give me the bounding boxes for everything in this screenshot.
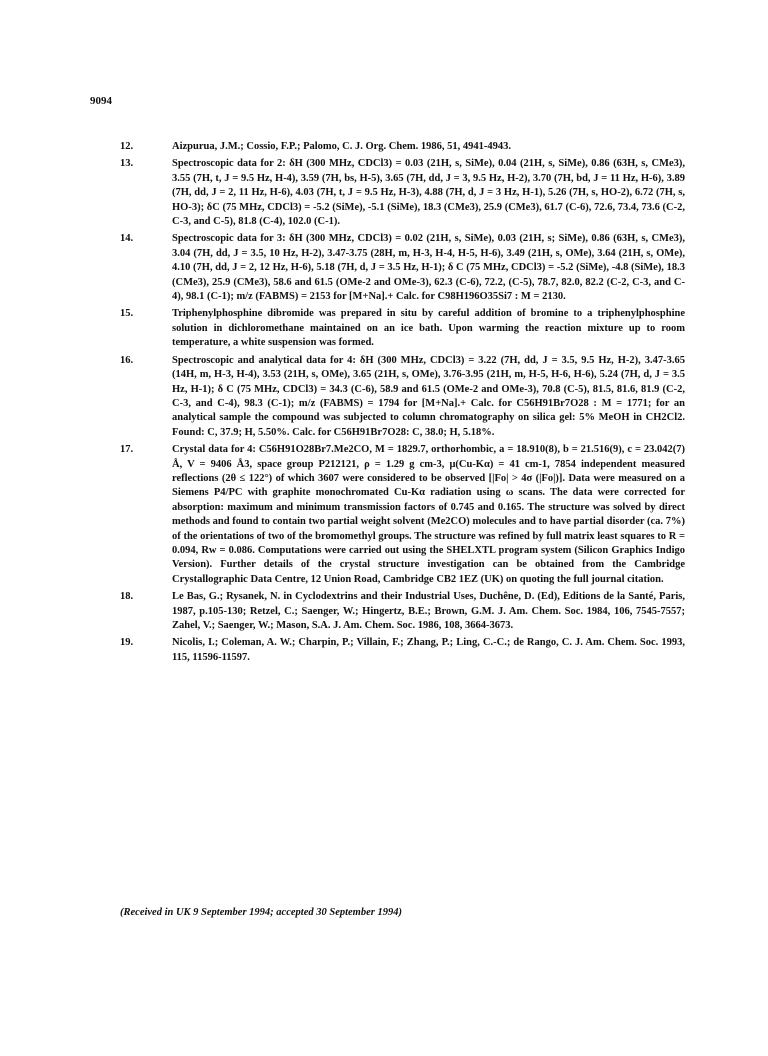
reference-item	[120, 140, 685, 154]
reference-item	[120, 232, 685, 304]
reference-number: 14.	[120, 233, 134, 245]
reference-item	[120, 636, 685, 665]
reference-item	[120, 443, 685, 587]
reference-number: 17.	[120, 444, 134, 456]
reference-text: Spectroscopic data for 3: δH (300 MHz, CDCl3) = 0.02 (21H, s, SiMe), 0.03 (21H, s; SiMe), 0.86 (63H, s, CMe3), 3.04 (7H, dd, J = 3.5, 10 Hz, H-2), 3.47-3.75 (28H, m, H-3, H-4, H-5, H-6), 3.49 (21H, s, OMe), 3.64 (21H, s, OMe), 4.10 (7H, dd, J = 2, 12 Hz, H-6), 5.18 (7H, d, J = 3.5 Hz, H-1); δ C (75 MHz, CDCl3) = -5.2 (SiMe), -4.8 (SiMe), 18.3 (CMe3), 25.9 (CMe3), 58.6 and 61.5 (OMe-2 and OMe-3), 62.3 (C-6), 72.2, (C-5), 78.7, 82.0, 82.2 (C-2, C-3, and C-4), 98.1 (C-1); m/z (FABMS) = 2153 for [M+Na].+ Calc. for C98H196O35Si7 : M = 2130.	[172, 233, 685, 303]
reference-text: Aizpurua, J.M.; Cossio, F.P.; Palomo, C. J. Org. Chem. 1986, 51, 4941-4943.	[172, 141, 512, 152]
reference-number: 12.	[120, 141, 134, 152]
reference-number: 13.	[120, 158, 134, 170]
reference-number: 18.	[120, 591, 134, 603]
reference-item	[120, 590, 685, 633]
page-number: 9094	[90, 95, 112, 107]
reference-text: Triphenylphosphine dibromide was prepared in situ by careful addition of bromine to a triphenylphosphine solution in dichloromethane maintained on an ice bath. Upon warming the reaction mixture up to room temperature, a white suspension was formed.	[172, 308, 685, 349]
reference-text: Spectroscopic and analytical data for 4: δH (300 MHz, CDCl3) = 3.22 (7H, dd, J = 3.5, 9.5 Hz, H-2), 3.47-3.65 (14H, m, H-3, H-4), 3.53 (21H, s, OMe), 3.65 (21H, s, OMe), 3.76-3.95 (21H, m, H-5, H-6, H-6), 5.24 (7H, d, J = 3.5 Hz, H-1); δ C (75 MHz, CDCl3) = 34.3 (C-6), 58.9 and 61.5 (OMe-2 and OMe-3), 70.8 (C-5), 81.5, 81.6, 81.9 (C-2, C-3, and C-4), 98.3 (C-1); m/z (FABMS) = 1794 for [M+Na].+ Calc. for C56H91Br7O28 : M = 1771; for an analytical sample the compound was subjected to column chromatography on silica gel: 5% MeOH in CH2Cl2. Found: C, 37.9; H, 5.50%. Calc. for C56H91Br7O28: C, 38.0; H, 5.18%.	[172, 354, 685, 438]
reference-item	[120, 307, 685, 350]
received-date-note: (Received in UK 9 September 1994; accepted 30 September 1994)	[120, 907, 402, 918]
reference-number: 15.	[120, 308, 134, 320]
reference-item	[120, 354, 685, 440]
reference-text: Nicolis, I.; Coleman, A. W.; Charpin, P.; Villain, F.; Zhang, P.; Ling, C.-C.; de Rango, C. J. Am. Chem. Soc. 1993, 115, 11596-11597.	[172, 637, 685, 663]
reference-text: Spectroscopic data for 2: δH (300 MHz, CDCl3) = 0.03 (21H, s, SiMe), 0.04 (21H, s, SiMe), 0.86 (63H, s, CMe3), 3.55 (7H, t, J = 9.5 Hz, H-4), 3.59 (7H, bs, H-5), 3.65 (7H, dd, J = 3, 9.5 Hz, H-2), 3.70 (7H, bd, J = 11 Hz, H-6), 3.89 (7H, dd, J = 2, 11 Hz, H-6), 4.03 (7H, t, J = 9.5 Hz, H-3), 4.88 (7H, d, J = 3 Hz, H-1), 5.26 (7H, s, HO-2), 6.72 (7H, s, HO-3); δC (75 MHz, CDCl3) = -5.2 (SiMe), -5.1 (SiMe), 18.3 (CMe3), 25.9 (CMe3), 61.7 (C-6), 72.6, 73.4, 73.6 (C-2, C-3, and C-5), 81.8 (C-4), 102.0 (C-1).	[172, 158, 685, 228]
reference-item	[120, 157, 685, 229]
reference-text: Crystal data for 4: C56H91O28Br7.Me2CO, M = 1829.7, orthorhombic, a = 18.910(8), b = 21.516(9), c = 23.042(7) Å, V = 9406 Å3, space group P212121, ρ = 1.29 g cm-3, μ(Cu-Kα) = 41 cm-1, 7854 independent measured reflections (2θ ≤ 122°) of which 3607 were considered to be observed [|Fo| > 4σ (|Fo|)]. Data were measured on a Siemens P4/PC with graphite monochromated Cu-Kα radiation using ω scans. The data were corrected for absorption: maximum and minimum transmission factors of 0.745 and 0.165. The structure was solved by direct methods and found to contain two partial weight solvent (Me2CO) molecules and to have partial disorder (ca. 7%) of the orientations of two of the bromomethyl groups. The structure was refined by full matrix least squares to R = 0.094, Rw = 0.086. Computations were carried out using the SHELXTL program system (Silicon Graphics Indigo Version). Further details of the crystal structure investigation can be obtained from the Cambridge Crystallographic Data Centre, 12 Union Road, Cambridge CB2 1EZ (UK) on quoting the full journal citation.	[172, 444, 685, 585]
reference-text: Le Bas, G.; Rysanek, N. in Cyclodextrins and their Industrial Uses, Duchêne, D. (Ed), Editions de la Santé, Paris, 1987, p.105-130; Retzel, C.; Saenger, W.; Hingertz, B.E.; Brown, G.M. J. Am. Chem. Soc. 1984, 106, 7545-7557; Zahel, V.; Saenger, W.; Mason, S.A. J. Am. Chem. Soc. 1986, 108, 3664-3673.	[172, 591, 685, 631]
reference-number: 19.	[120, 637, 134, 649]
reference-list	[120, 140, 685, 668]
reference-number: 16.	[120, 354, 134, 366]
